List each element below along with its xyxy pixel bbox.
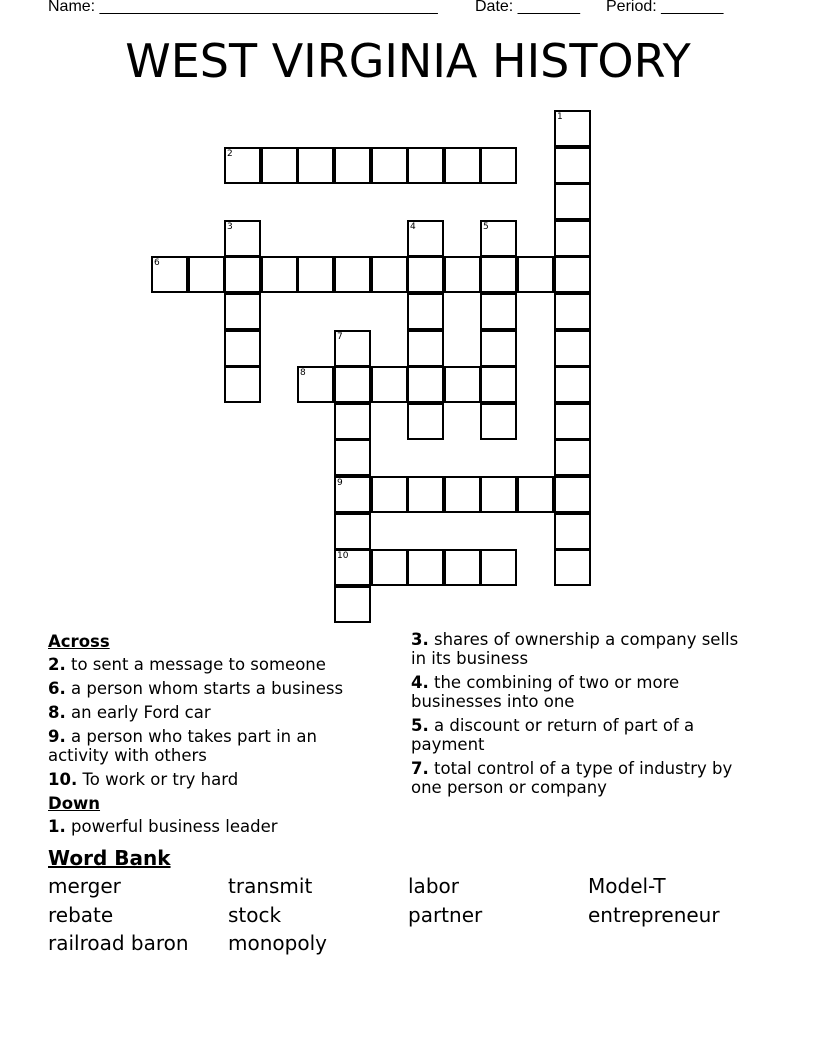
grid-cell[interactable] <box>334 586 371 623</box>
clue-down-3: 3. shares of ownership a company sells in its business <box>411 630 739 668</box>
grid-cell[interactable] <box>407 549 444 586</box>
word-bank-item: railroad baron <box>48 931 189 955</box>
grid-cell[interactable] <box>297 366 334 403</box>
grid-cell[interactable] <box>554 183 591 220</box>
grid-cell[interactable] <box>407 330 444 367</box>
word-bank-item: rebate <box>48 903 114 927</box>
grid-cell[interactable] <box>371 256 408 293</box>
clue-across-8: 8. an early Ford car <box>48 703 211 722</box>
word-bank-item: merger <box>48 874 121 898</box>
grid-cell[interactable] <box>554 110 591 147</box>
grid-cell[interactable] <box>517 256 554 293</box>
grid-cell[interactable] <box>444 366 481 403</box>
grid-cell[interactable] <box>334 549 371 586</box>
grid-cell[interactable] <box>407 403 444 440</box>
clue-number: 9 <box>337 478 343 488</box>
grid-cell[interactable] <box>334 366 371 403</box>
clue-across-10: 10. To work or try hard <box>48 770 239 789</box>
grid-cell[interactable] <box>334 147 371 184</box>
grid-cell[interactable] <box>480 147 517 184</box>
word-bank-item: monopoly <box>228 931 327 955</box>
clue-number: 1 <box>557 112 563 122</box>
word-bank-item: stock <box>228 903 282 927</box>
date-field[interactable]: Date: _______ <box>475 0 580 15</box>
clue-number: 6 <box>154 258 160 268</box>
grid-cell[interactable] <box>554 513 591 550</box>
grid-cell[interactable] <box>334 256 371 293</box>
grid-cell[interactable] <box>480 330 517 367</box>
clues-left-column <box>48 630 378 841</box>
word-bank-item: entrepreneur <box>588 903 720 927</box>
clue-down-7: 7. total control of a type of industry by one person or company <box>411 759 733 797</box>
grid-cell[interactable] <box>407 147 444 184</box>
grid-cell[interactable] <box>517 476 554 513</box>
grid-cell[interactable] <box>371 549 408 586</box>
grid-cell[interactable] <box>224 147 261 184</box>
grid-cell[interactable] <box>480 366 517 403</box>
clue-number: 7 <box>337 332 343 342</box>
grid-cell[interactable] <box>407 293 444 330</box>
grid-cell[interactable] <box>554 330 591 367</box>
clue-number: 10 <box>337 551 349 561</box>
clue-number: 2 <box>227 149 233 159</box>
grid-cell[interactable] <box>334 476 371 513</box>
clue-across-9: 9. a person who takes part in an activity with others <box>48 727 317 765</box>
clue-number: 4 <box>410 222 416 232</box>
grid-cell[interactable] <box>444 476 481 513</box>
grid-cell[interactable] <box>480 476 517 513</box>
grid-cell[interactable] <box>480 293 517 330</box>
grid-cell[interactable] <box>480 220 517 257</box>
grid-cell[interactable] <box>224 220 261 257</box>
grid-cell[interactable] <box>554 147 591 184</box>
word-bank-title: Word Bank <box>48 846 171 870</box>
word-bank-item: partner <box>408 903 483 927</box>
grid-cell[interactable] <box>334 513 371 550</box>
grid-cell[interactable] <box>444 549 481 586</box>
clue-down-1: 1. powerful business leader <box>48 817 278 836</box>
grid-cell[interactable] <box>224 366 261 403</box>
word-bank-item: transmit <box>228 874 313 898</box>
grid-cell[interactable] <box>480 549 517 586</box>
across-heading: Across <box>48 632 110 651</box>
grid-cell[interactable] <box>297 147 334 184</box>
grid-cell[interactable] <box>371 366 408 403</box>
grid-cell[interactable] <box>444 256 481 293</box>
clue-number: 5 <box>483 222 489 232</box>
clue-across-6: 6. a person whom starts a business <box>48 679 344 698</box>
grid-cell[interactable] <box>480 403 517 440</box>
grid-cell[interactable] <box>554 293 591 330</box>
word-bank-item: labor <box>408 874 459 898</box>
grid-cell[interactable] <box>224 256 261 293</box>
grid-cell[interactable] <box>261 147 298 184</box>
grid-cell[interactable] <box>554 220 591 257</box>
grid-cell[interactable] <box>334 330 371 367</box>
grid-cell[interactable] <box>480 256 517 293</box>
grid-cell[interactable] <box>188 256 225 293</box>
grid-cell[interactable] <box>554 256 591 293</box>
name-field[interactable]: Name: ______________________________________ <box>48 0 438 15</box>
word-bank-item: Model-T <box>588 874 666 898</box>
grid-cell[interactable] <box>224 293 261 330</box>
clues-right-column <box>411 630 751 802</box>
grid-cell[interactable] <box>554 476 591 513</box>
grid-cell[interactable] <box>224 330 261 367</box>
grid-cell[interactable] <box>407 256 444 293</box>
clue-down-4: 4. the combining of two or more businesses into one <box>411 673 680 711</box>
page-title: WEST VIRGINIA HISTORY <box>125 34 691 88</box>
period-field[interactable]: Period: _______ <box>606 0 724 15</box>
grid-cell[interactable] <box>151 256 188 293</box>
grid-cell[interactable] <box>407 366 444 403</box>
grid-cell[interactable] <box>554 439 591 476</box>
grid-cell[interactable] <box>371 147 408 184</box>
grid-cell[interactable] <box>407 220 444 257</box>
clue-number: 8 <box>300 368 306 378</box>
grid-cell[interactable] <box>261 256 298 293</box>
grid-cell[interactable] <box>371 476 408 513</box>
grid-cell[interactable] <box>334 403 371 440</box>
grid-cell[interactable] <box>297 256 334 293</box>
grid-cell[interactable] <box>554 549 591 586</box>
grid-cell[interactable] <box>334 439 371 476</box>
grid-cell[interactable] <box>444 147 481 184</box>
clue-across-2: 2. to sent a message to someone <box>48 655 326 674</box>
grid-cell[interactable] <box>407 476 444 513</box>
down-heading: Down <box>48 794 101 813</box>
clue-down-5: 5. a discount or return of part of a payment <box>411 716 695 754</box>
clue-number: 3 <box>227 222 233 232</box>
grid-cell[interactable] <box>554 366 591 403</box>
grid-cell[interactable] <box>554 403 591 440</box>
